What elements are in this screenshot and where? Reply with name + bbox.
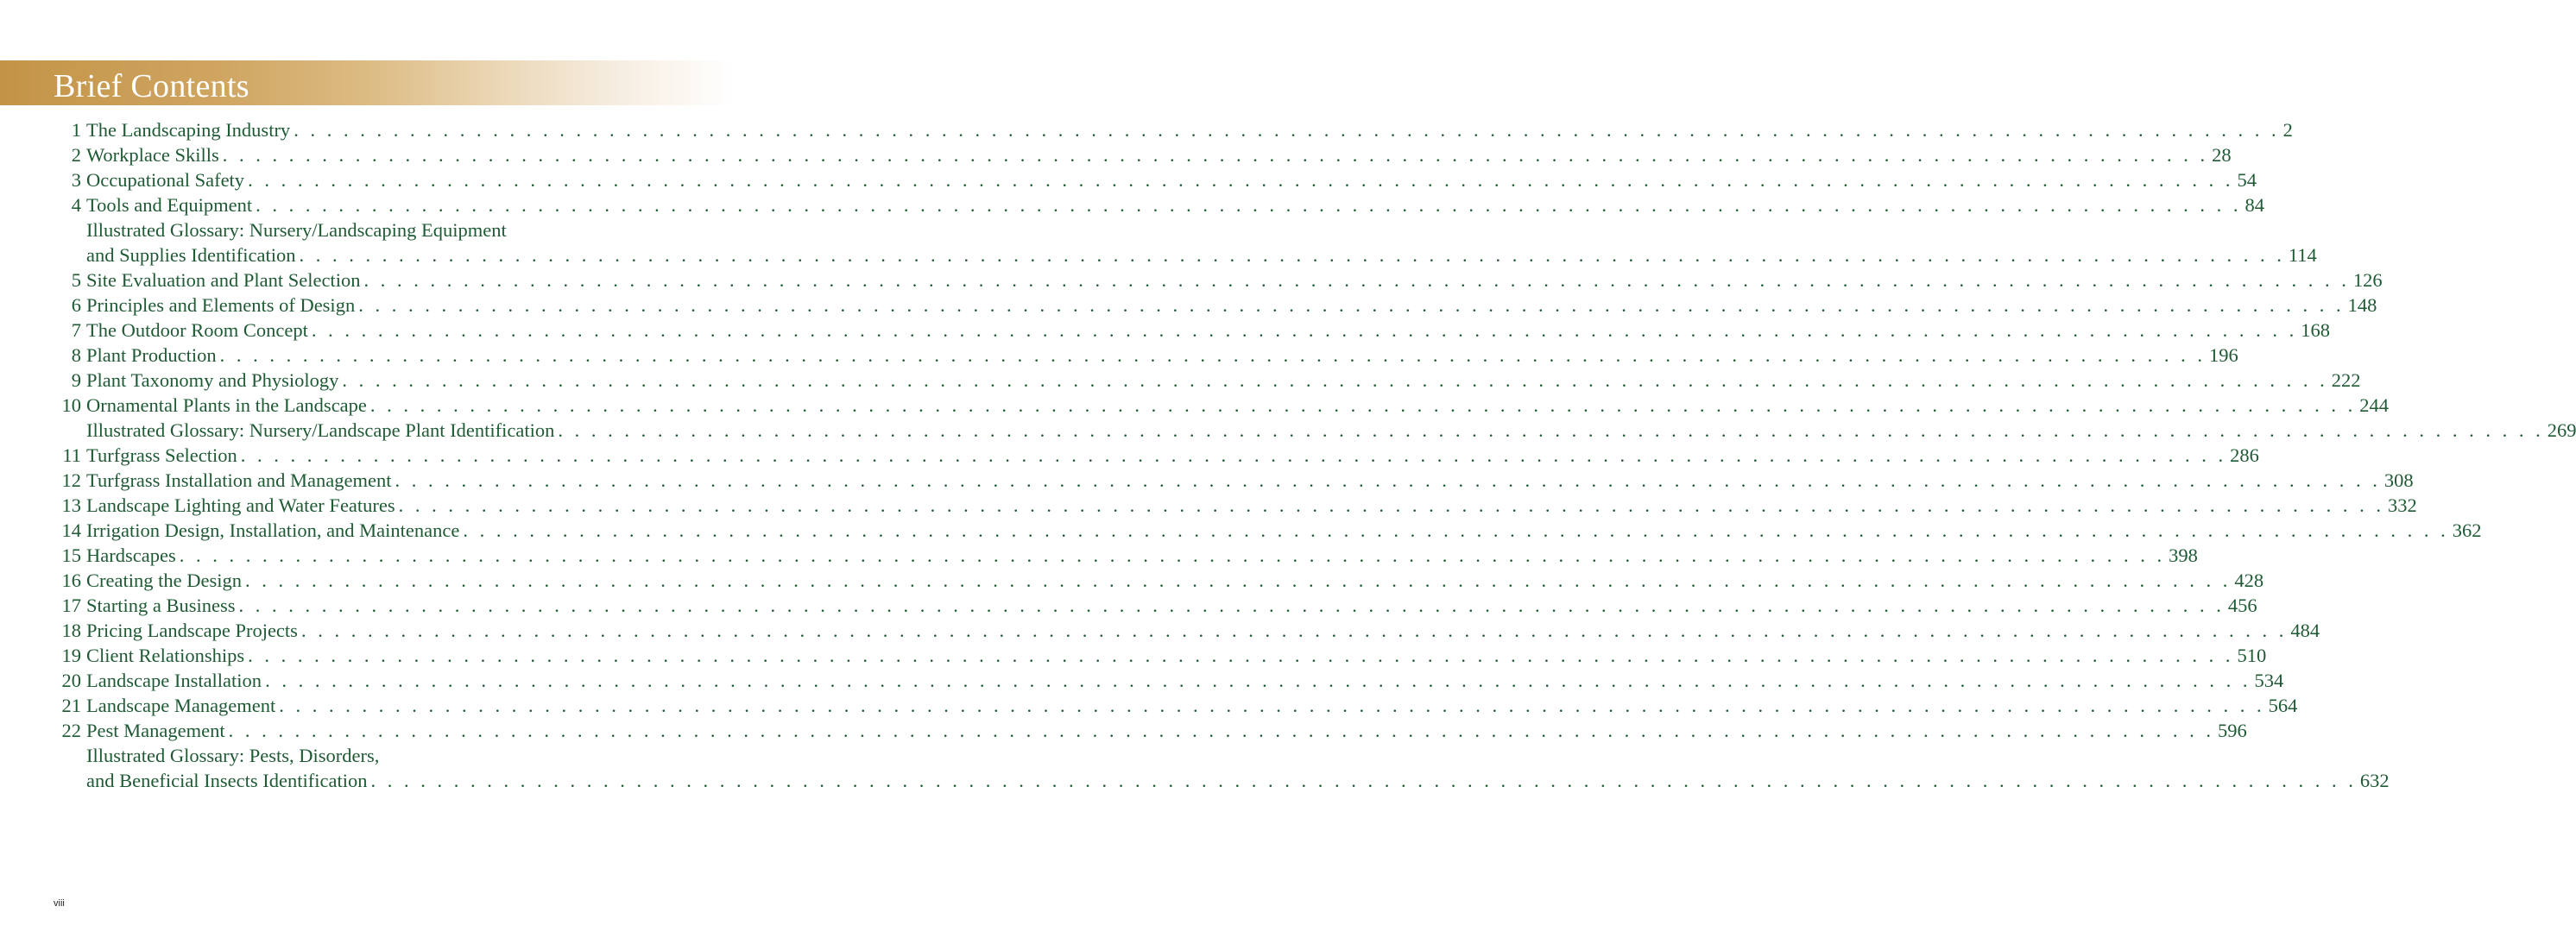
chapter-number: 4 <box>71 194 81 216</box>
page-number: 269 <box>2547 419 2576 441</box>
toc-entry-line <box>86 393 2390 418</box>
toc-entry-line <box>86 418 2576 443</box>
chapter-title: Turfgrass Installation and Management <box>86 469 392 491</box>
toc-entry[interactable] <box>0 268 2383 293</box>
toc-entry-line <box>86 643 2267 668</box>
page-number: 484 <box>2290 620 2320 641</box>
dot-leader: . . . . . . . . . . . . . . . . . . . . . . . . . . . . . . . . . . . . . . . . . . . . . . . . . . . . . . . . . . . . . . . . . . . . . . . . . . . . . . . . . . . . . . . . . . . . . . . . . . . . . . . . . . . . . . . . . . . . . . . . <box>238 595 2225 616</box>
toc-entry[interactable] <box>0 543 2198 568</box>
page-number: 596 <box>2217 720 2247 741</box>
toc-entry-line <box>86 443 2259 468</box>
dot-leader: . . . . . . . . . . . . . . . . . . . . . . . . . . . . . . . . . . . . . . . . . . . . . . . . . . . . . . . . . . . . . . . . . . . . . . . . . . . . . . . . . . . . . . . . . . . . . . . . . . . . . . . . . . . . . . . . . . . . . . . . <box>342 369 2328 391</box>
chapter-number: 6 <box>71 294 81 316</box>
toc-entry[interactable] <box>0 393 2390 418</box>
chapter-title: Turfgrass Selection <box>86 444 237 466</box>
page-number: 362 <box>2452 519 2482 541</box>
toc-entry-line <box>86 368 2361 393</box>
toc-entry-line <box>86 192 2265 217</box>
toc-entry[interactable] <box>0 493 2417 518</box>
toc-entry-heading <box>0 217 733 242</box>
toc-entry-line <box>86 718 2247 743</box>
chapter-title: Ornamental Plants in the Landscape <box>86 394 367 416</box>
chapter-title: Tools and Equipment <box>86 194 253 216</box>
dot-leader: . . . . . . . . . . . . . . . . . . . . . . . . . . . . . . . . . . . . . . . . . . . . . . . . . . . . . . . . . . . . . . . . . . . . . . . . . . . . . . . . . . . . . . . . . . . . . . . . . . . . . . . . . . . . . . . . . . . . . . . . <box>256 194 2242 216</box>
chapter-number: 12 <box>61 469 81 491</box>
toc-entry-line <box>86 142 2232 167</box>
toc-entry-line <box>86 242 2317 268</box>
dot-leader: . . . . . . . . . . . . . . . . . . . . . . . . . . . . . . . . . . . . . . . . . . . . . . . . . . . . . . . . . . . . . . . . . . . . . . . . . . . . . . . . . . . . . . . . . . . . . . . . . . . . . . . . . . . . . . . . . . . . . . . . <box>370 770 2357 791</box>
page-number: 534 <box>2254 670 2284 691</box>
toc-entry[interactable] <box>0 693 2298 718</box>
chapter-number: 10 <box>61 394 81 416</box>
toc-entry[interactable] <box>0 117 2293 142</box>
page-number: 2 <box>2282 119 2293 141</box>
chapter-number: 9 <box>71 369 81 391</box>
chapter-number: 1 <box>71 119 81 141</box>
dot-leader: . . . . . . . . . . . . . . . . . . . . . . . . . . . . . . . . . . . . . . . . . . . . . . . . . . . . . . . . . . . . . . . . . . . . . . . . . . . . . . . . . . . . . . . . . . . . . . . . . . . . . . . . . . . . . . . . . . . . . . . . <box>279 695 2265 716</box>
chapter-number: 14 <box>61 519 81 541</box>
dot-leader: . . . . . . . . . . . . . . . . . . . . . . . . . . . . . . . . . . . . . . . . . . . . . . . . . . . . . . . . . . . . . . . . . . . . . . . . . . . . . . . . . . . . . . . . . . . . . . . . . . . . . . . . . . . . . . . . . . . . . . . . <box>398 494 2385 516</box>
page-number: 54 <box>2237 169 2257 191</box>
chapter-title: Pricing Landscape Projects <box>86 620 298 641</box>
chapter-title: Hardscapes <box>86 545 176 566</box>
page-number: 196 <box>2209 344 2238 366</box>
chapter-title: Plant Taxonomy and Physiology <box>86 369 339 391</box>
toc-entry-line <box>86 543 2198 568</box>
chapter-title: Landscape Installation <box>86 670 262 691</box>
dot-leader: . . . . . . . . . . . . . . . . . . . . . . . . . . . . . . . . . . . . . . . . . . . . . . . . . . . . . . . . . . . . . . . . . . . . . . . . . . . . . . . . . . . . . . . . . . . . . . . . . . . . . . . . . . . . . . . . . . . . . . . . <box>265 670 2251 691</box>
table-of-contents <box>0 117 2576 793</box>
toc-entry[interactable] <box>0 518 2482 543</box>
toc-entry[interactable] <box>0 242 2317 268</box>
chapter-title: Client Relationships <box>86 645 245 666</box>
page-number: 244 <box>2359 394 2390 416</box>
dot-leader: . . . . . . . . . . . . . . . . . . . . . . . . . . . . . . . . . . . . . . . . . . . . . . . . . . . . . . . . . . . . . . . . . . . . . . . . . . . . . . . . . . . . . . . . . . . . . . . . . . . . . . . . . . . . . . . . . . . . . . . . <box>244 570 2232 591</box>
dot-leader: . . . . . . . . . . . . . . . . . . . . . . . . . . . . . . . . . . . . . . . . . . . . . . . . . . . . . . . . . . . . . . . . . . . . . . . . . . . . . . . . . . . . . . . . . . . . . . . . . . . . . . . . . . . . . . . . . . . . . . . . <box>248 645 2234 666</box>
dot-leader: . . . . . . . . . . . . . . . . . . . . . . . . . . . . . . . . . . . . . . . . . . . . . . . . . . . . . . . . . . . . . . . . . . . . . . . . . . . . . . . . . . . . . . . . . . . . . . . . . . . . . . . . . . . . . . . . . . . . . . . . <box>395 469 2381 491</box>
chapter-title: and Beneficial Insects Identification <box>86 770 368 791</box>
page-number: 168 <box>2301 319 2330 341</box>
toc-entry[interactable] <box>0 618 2320 643</box>
dot-leader: . . . . . . . . . . . . . . . . . . . . . . . . . . . . . . . . . . . . . . . . . . . . . . . . . . . . . . . . . . . . . . . . . . . . . . . . . . . . . . . . . . . . . . . . . . . . . . . . . . . . . . . . . . . . . . . . . . . . . . . . <box>222 144 2209 166</box>
page-number: 332 <box>2388 494 2417 516</box>
dot-leader: . . . . . . . . . . . . . . . . . . . . . . . . . . . . . . . . . . . . . . . . . . . . . . . . . . . . . . . . . . . . . . . . . . . . . . . . . . . . . . . . . . . . . . . . . . . . . . . . . . . . . . . . . . . . . . . . . . . . . . . . <box>558 419 2544 441</box>
toc-entry-title-line1: Illustrated Glossary: Pests, Disorders, <box>86 745 380 766</box>
toc-entry[interactable] <box>0 668 2284 693</box>
toc-entry-line <box>86 693 2298 718</box>
dot-leader: . . . . . . . . . . . . . . . . . . . . . . . . . . . . . . . . . . . . . . . . . . . . . . . . . . . . . . . . . . . . . . . . . . . . . . . . . . . . . . . . . . . . . . . . . . . . . . . . . . . . . . . . . . . . . . . . . . . . . . . . <box>463 519 2449 541</box>
chapter-title: Irrigation Design, Installation, and Maintenance <box>86 519 460 541</box>
chapter-title: Pest Management <box>86 720 225 741</box>
page-number: 84 <box>2245 194 2265 216</box>
page-number: 114 <box>2288 244 2317 266</box>
page-number: 632 <box>2359 770 2390 791</box>
chapter-title: and Supplies Identification <box>86 244 296 266</box>
chapter-number: 7 <box>71 319 81 341</box>
toc-entry[interactable] <box>0 568 2264 593</box>
toc-entry[interactable] <box>0 343 2238 368</box>
chapter-title: Principles and Elements of Design <box>86 294 356 316</box>
page-number: 148 <box>2347 294 2377 316</box>
toc-entry[interactable] <box>0 167 2257 192</box>
dot-leader: . . . . . . . . . . . . . . . . . . . . . . . . . . . . . . . . . . . . . . . . . . . . . . . . . . . . . . . . . . . . . . . . . . . . . . . . . . . . . . . . . . . . . . . . . . . . . . . . . . . . . . . . . . . . . . . . . . . . . . . . <box>294 119 2280 141</box>
chapter-number: 13 <box>61 494 81 516</box>
page-number: 308 <box>2383 469 2414 491</box>
toc-entry-line <box>86 493 2417 518</box>
page-number: 510 <box>2237 645 2267 666</box>
toc-entry-line <box>86 268 2383 293</box>
dot-leader: . . . . . . . . . . . . . . . . . . . . . . . . . . . . . . . . . . . . . . . . . . . . . . . . . . . . . . . . . . . . . . . . . . . . . . . . . . . . . . . . . . . . . . . . . . . . . . . . . . . . . . . . . . . . . . . . . . . . . . . . <box>228 720 2214 741</box>
page-folio: viii <box>54 898 65 909</box>
toc-entry-line <box>86 117 2293 142</box>
page-number: 564 <box>2268 695 2298 716</box>
chapter-number: 17 <box>61 595 81 616</box>
chapter-number: 2 <box>71 144 81 166</box>
chapter-title: Plant Production <box>86 344 217 366</box>
chapter-number: 21 <box>61 695 81 716</box>
dot-leader: . . . . . . . . . . . . . . . . . . . . . . . . . . . . . . . . . . . . . . . . . . . . . . . . . . . . . . . . . . . . . . . . . . . . . . . . . . . . . . . . . . . . . . . . . . . . . . . . . . . . . . . . . . . . . . . . . . . . . . . . <box>363 269 2350 291</box>
chapter-title: Landscape Lighting and Water Features <box>86 494 395 516</box>
page-number: 398 <box>2169 545 2198 566</box>
toc-entry-line <box>86 293 2377 318</box>
chapter-number: 5 <box>71 269 81 291</box>
chapter-number: 20 <box>61 670 81 691</box>
toc-entry-line <box>86 668 2284 693</box>
chapter-title: The Outdoor Room Concept <box>86 319 308 341</box>
toc-entry-line <box>86 768 2390 793</box>
toc-entry-line <box>86 167 2257 192</box>
toc-entry-line <box>86 593 2257 618</box>
dot-leader: . . . . . . . . . . . . . . . . . . . . . . . . . . . . . . . . . . . . . . . . . . . . . . . . . . . . . . . . . . . . . . . . . . . . . . . . . . . . . . . . . . . . . . . . . . . . . . . . . . . . . . . . . . . . . . . . . . . . . . . . <box>311 319 2298 341</box>
chapter-number: 19 <box>61 645 81 666</box>
toc-entry[interactable] <box>0 368 2361 393</box>
dot-leader: . . . . . . . . . . . . . . . . . . . . . . . . . . . . . . . . . . . . . . . . . . . . . . . . . . . . . . . . . . . . . . . . . . . . . . . . . . . . . . . . . . . . . . . . . . . . . . . . . . . . . . . . . . . . . . . . . . . . . . . . <box>358 294 2345 316</box>
page-number: 456 <box>2227 595 2257 616</box>
toc-entry[interactable] <box>0 318 2330 343</box>
toc-entry-heading <box>0 743 733 768</box>
page-title: Brief Contents <box>54 68 249 104</box>
page-number: 428 <box>2234 570 2264 591</box>
dot-leader: . . . . . . . . . . . . . . . . . . . . . . . . . . . . . . . . . . . . . . . . . . . . . . . . . . . . . . . . . . . . . . . . . . . . . . . . . . . . . . . . . . . . . . . . . . . . . . . . . . . . . . . . . . . . . . . . . . . . . . . . <box>299 244 2285 266</box>
toc-entry-line <box>86 318 2330 343</box>
chapter-title: Occupational Safety <box>86 169 245 191</box>
dot-leader: . . . . . . . . . . . . . . . . . . . . . . . . . . . . . . . . . . . . . . . . . . . . . . . . . . . . . . . . . . . . . . . . . . . . . . . . . . . . . . . . . . . . . . . . . . . . . . . . . . . . . . . . . . . . . . . . . . . . . . . . <box>248 169 2234 191</box>
toc-entry-line <box>86 568 2264 593</box>
chapter-number: 3 <box>71 169 81 191</box>
chapter-title: Site Evaluation and Plant Selection <box>86 269 361 291</box>
chapter-title: Workplace Skills <box>86 144 219 166</box>
dot-leader: . . . . . . . . . . . . . . . . . . . . . . . . . . . . . . . . . . . . . . . . . . . . . . . . . . . . . . . . . . . . . . . . . . . . . . . . . . . . . . . . . . . . . . . . . . . . . . . . . . . . . . . . . . . . . . . . . . . . . . . . <box>369 394 2357 416</box>
dot-leader: . . . . . . . . . . . . . . . . . . . . . . . . . . . . . . . . . . . . . . . . . . . . . . . . . . . . . . . . . . . . . . . . . . . . . . . . . . . . . . . . . . . . . . . . . . . . . . . . . . . . . . . . . . . . . . . . . . . . . . . . <box>219 344 2206 366</box>
toc-entry-line <box>86 343 2238 368</box>
toc-entry[interactable] <box>0 142 2232 167</box>
toc-entry[interactable] <box>0 192 2265 217</box>
chapter-number: 8 <box>71 344 81 366</box>
chapter-number: 18 <box>61 620 81 641</box>
chapter-number: 15 <box>61 545 81 566</box>
page-number: 222 <box>2331 369 2361 391</box>
chapter-number: 11 <box>62 444 81 466</box>
page-number: 28 <box>2212 144 2232 166</box>
chapter-title: Creating the Design <box>86 570 242 591</box>
chapter-title: Starting a Business <box>86 595 236 616</box>
dot-leader: . . . . . . . . . . . . . . . . . . . . . . . . . . . . . . . . . . . . . . . . . . . . . . . . . . . . . . . . . . . . . . . . . . . . . . . . . . . . . . . . . . . . . . . . . . . . . . . . . . . . . . . . . . . . . . . . . . . . . . . . <box>240 444 2227 466</box>
toc-entry[interactable] <box>0 643 2267 668</box>
toc-entry[interactable] <box>0 593 2257 618</box>
toc-entry[interactable] <box>0 718 2247 743</box>
chapter-number: 22 <box>61 720 81 741</box>
dot-leader: . . . . . . . . . . . . . . . . . . . . . . . . . . . . . . . . . . . . . . . . . . . . . . . . . . . . . . . . . . . . . . . . . . . . . . . . . . . . . . . . . . . . . . . . . . . . . . . . . . . . . . . . . . . . . . . . . . . . . . . . <box>300 620 2288 641</box>
dot-leader: . . . . . . . . . . . . . . . . . . . . . . . . . . . . . . . . . . . . . . . . . . . . . . . . . . . . . . . . . . . . . . . . . . . . . . . . . . . . . . . . . . . . . . . . . . . . . . . . . . . . . . . . . . . . . . . . . . . . . . . . <box>179 545 2166 566</box>
page-number: 126 <box>2352 269 2383 291</box>
chapter-title: The Landscaping Industry <box>86 119 291 141</box>
toc-entry[interactable] <box>0 293 2377 318</box>
toc-entry[interactable] <box>0 418 2576 443</box>
toc-entry[interactable] <box>0 768 2390 793</box>
toc-entry-line <box>86 468 2414 493</box>
toc-entry-line <box>86 518 2482 543</box>
toc-entry-title-line1: Illustrated Glossary: Nursery/Landscaping Equipment <box>86 219 507 241</box>
chapter-number: 16 <box>61 570 81 591</box>
toc-entry-line <box>86 618 2320 643</box>
chapter-title: Illustrated Glossary: Nursery/Landscape Plant Identification <box>86 419 555 441</box>
toc-entry[interactable] <box>0 468 2414 493</box>
page-number: 286 <box>2230 444 2259 466</box>
chapter-title: Landscape Management <box>86 695 276 716</box>
toc-entry[interactable] <box>0 443 2259 468</box>
